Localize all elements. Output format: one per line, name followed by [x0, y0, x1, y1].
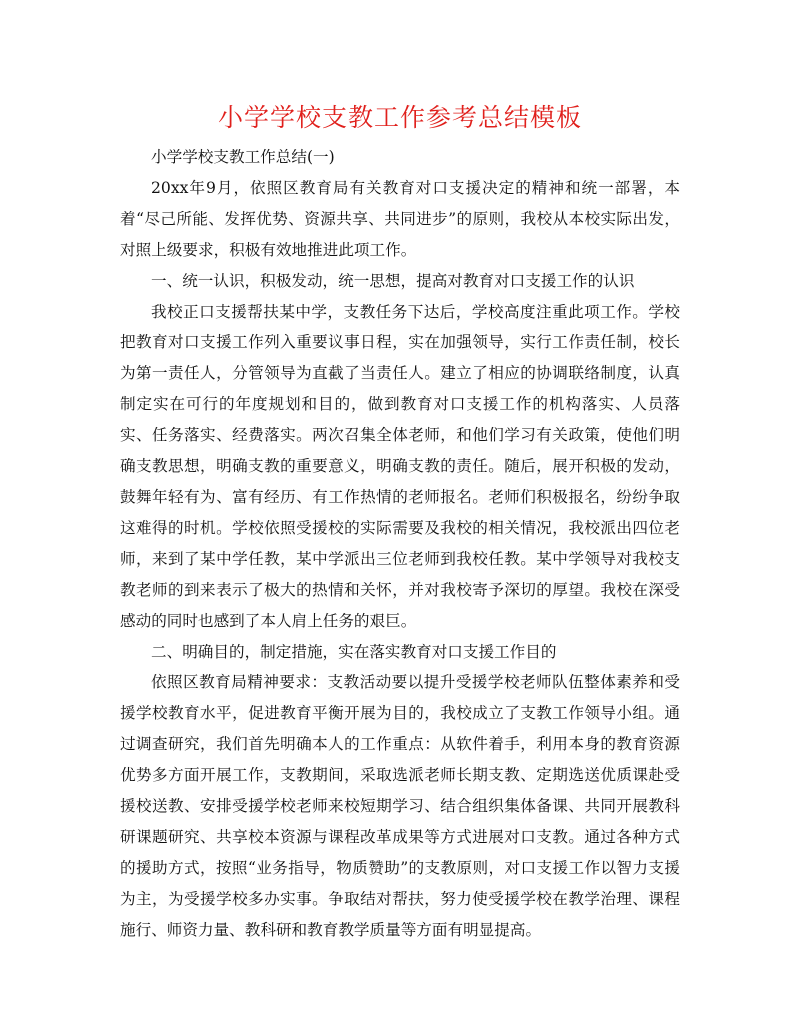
document-body: [120, 142, 680, 946]
document-title: 小学学校支教工作参考总结模板: [217, 103, 582, 132]
paragraph: 20xx年9月，依照区教育局有关教育对口支援决定的精神和统一部署，本着“尽己所能、发挥优势、资源共享、共同进步”的原则，我校从本校实际出发，对照上级要求，积极有效地推进此项工作。: [120, 178, 680, 259]
paragraph: 我校正口支援帮扶某中学，支教任务下达后，学校高度注重此项工作。学校把教育对口支援工作列入重要议事日程，实在加强领导，实行工作责任制，校长为第一责任人，分管领导为直截了当责任人。建立了相应的协调联络制度，认真制定实在可行的年度规划和目的，做到教育对口支援工作的机构落实、人员落实、任务落实、经费落实。两次召集全体老师，和他们学习有关政策，使他们明确支教思想，明确支教的重要意义，明确支教的责任。随后，展开积极的发动，鼓舞年轻有为、富有经历、有工作热情的老师报名。老师们积极报名，纷纷争取这难得的时机。学校依照受援校的实际需要及我校的相关情况，我校派出四位老师，来到了某中学任教，某中学派出三位老师到我校任教。某中学领导对我校支教老师的到来表示了极大的热情和关怀，并对我校寄予深切的厚望。我校在深受感动的同时也感到了本人肩上任务的艰巨。: [120, 302, 680, 630]
section-heading: 小学学校支教工作总结(一): [151, 148, 335, 166]
section-heading: 一、统一认识，积极发动，统一思想，提高对教育对口支援工作的认识: [151, 271, 635, 290]
section-heading: 二、明确目的，制定措施，实在落实教育对口支援工作目的: [151, 642, 557, 661]
paragraph: 依照区教育局精神要求：支教活动要以提升受援学校老师队伍整体素养和受援学校教育水平，促进教育平衡开展为目的，我校成立了支教工作领导小组。通过调查研究，我们首先明确本人的工作重点：从软件着手，利用本身的教育资源优势多方面开展工作，支教期间，采取选派老师长期支教、定期选送优质课赴受援校送教、安排受援学校老师来校短期学习、结合组织集体备课、共同开展教科研课题研究、共享校本资源与课程改革成果等方式进展对口支教。通过各种方式的援助方式，按照“业务指导，物质赞助”的支教原则，对口支援工作以智力支援为主，为受援学校多办实事。争取结对帮扶，努力使受援学校在教学治理、课程施行、师资力量、教科研和教育教学质量等方面有明显提高。: [120, 673, 680, 939]
